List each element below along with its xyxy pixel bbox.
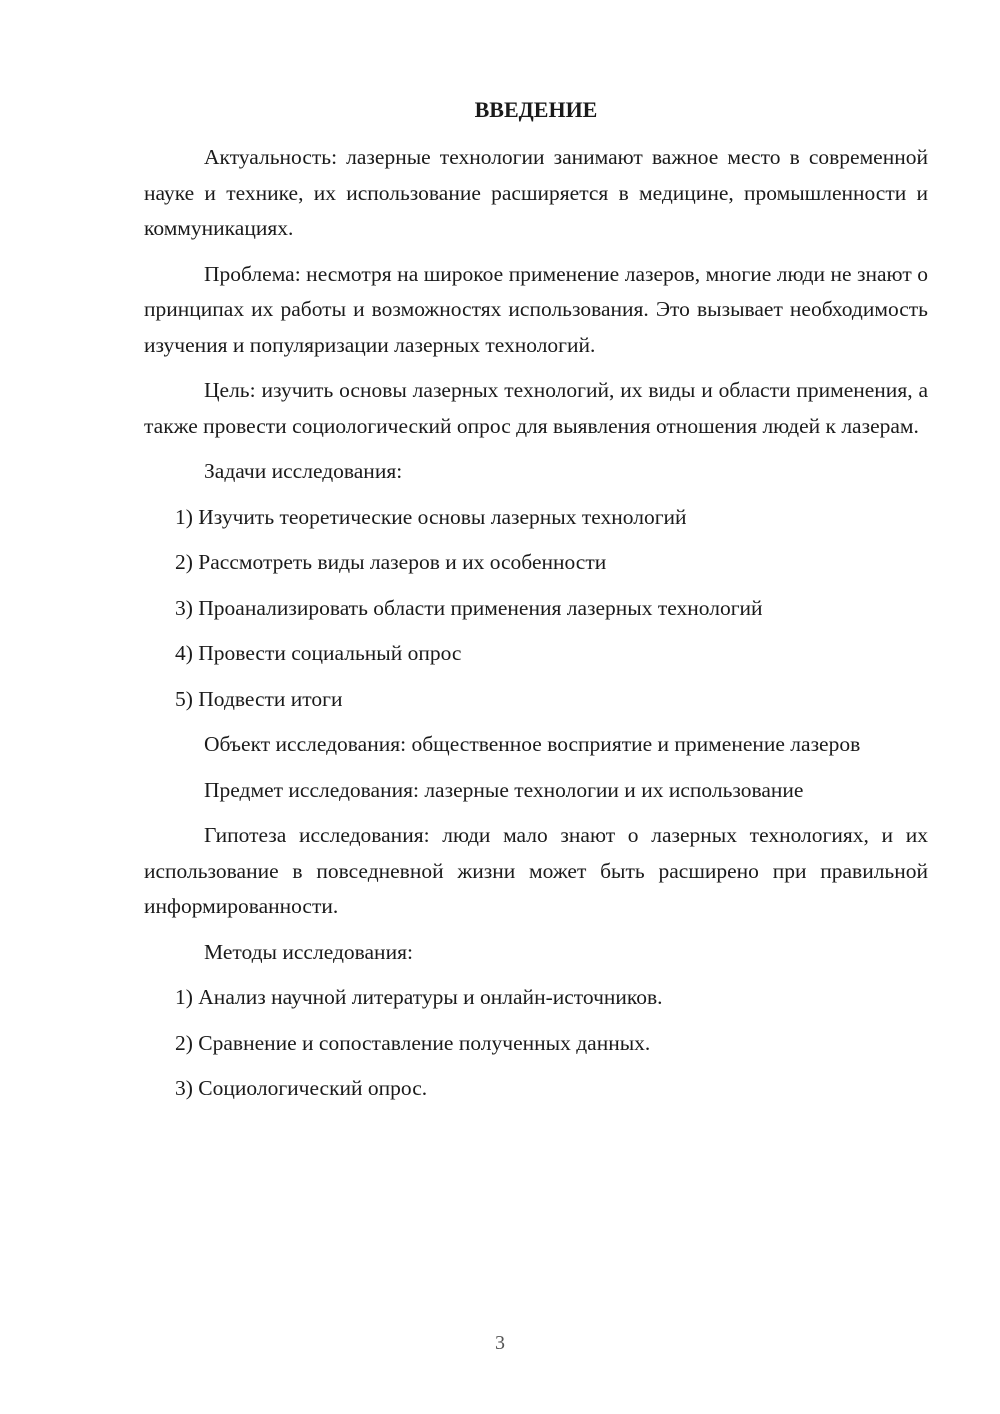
problem-paragraph: Проблема: несмотря на широкое применение лазеров, многие люди не знают о принципах их работы и возможностях использования. Это вызывает необходимость изучения и популяризации лазерных технологий.: [144, 261, 928, 357]
relevance-paragraph: Актуальность: лазерные технологии занимают важное место в современной науке и технике, их использование расширяется в медицине, промышленности и коммуникациях.: [144, 145, 928, 240]
methods-list: [144, 980, 928, 1107]
tasks-heading: Задачи исследования:: [204, 459, 403, 483]
section-title: ВВЕДЕНИЕ: [474, 97, 598, 122]
task-item: 1) Изучить теоретические основы лазерных технологий: [175, 504, 687, 529]
task-item: 5) Подвести итоги: [175, 686, 343, 711]
goal-paragraph: Цель: изучить основы лазерных технологий, их виды и области применения, а также провести социологический опрос для выявления отношения людей к лазерам.: [144, 378, 928, 438]
task-item: 2) Рассмотреть виды лазеров и их особенности: [175, 550, 607, 574]
document-page: [144, 92, 928, 1117]
object-paragraph: Объект исследования: общественное восприятие и применение лазеров: [204, 732, 861, 756]
method-item: 2) Сравнение и сопоставление полученных данных.: [175, 1030, 651, 1055]
method-item: 1) Анализ научной литературы и онлайн-источников.: [175, 985, 663, 1009]
hypothesis-paragraph: Гипотеза исследования: люди мало знают о лазерных технологиях, и их использование в повседневной жизни может быть расширено при правильной информированности.: [144, 823, 928, 918]
methods-heading: Методы исследования:: [204, 939, 413, 964]
subject-paragraph: Предмет исследования: лазерные технологии и их использование: [204, 777, 804, 802]
page-number: 3: [495, 1332, 505, 1354]
task-item: 4) Провести социальный опрос: [175, 641, 462, 665]
tasks-list: [144, 500, 928, 718]
method-item: 3) Социологический опрос.: [175, 1076, 428, 1100]
task-item: 3) Проанализировать области применения лазерных технологий: [175, 595, 763, 620]
